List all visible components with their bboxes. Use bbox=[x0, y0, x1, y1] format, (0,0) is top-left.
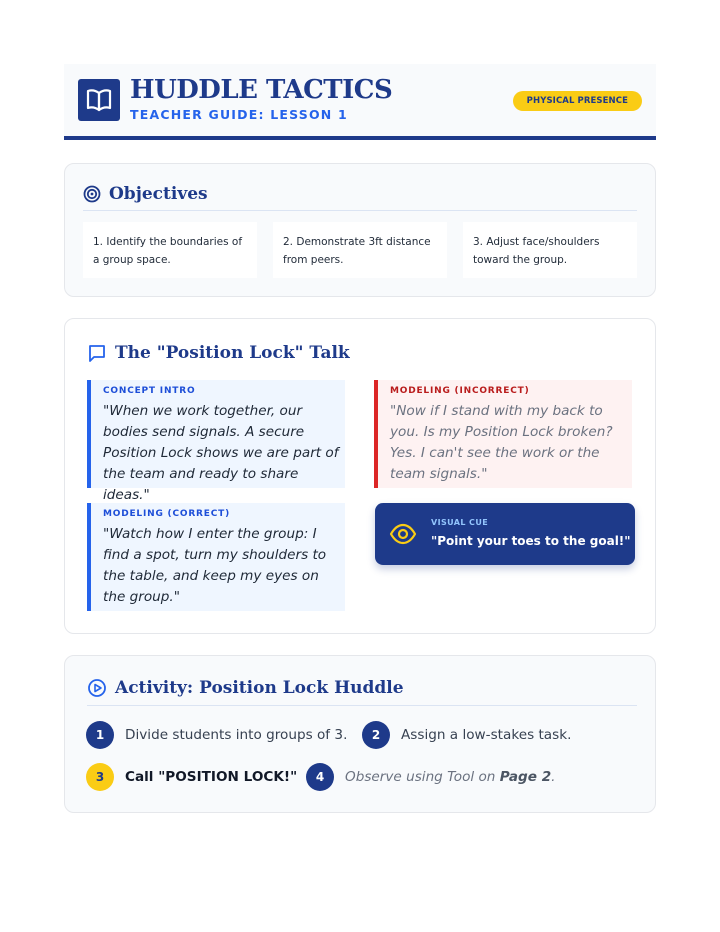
activity-title: Activity: Position Lock Huddle bbox=[115, 678, 404, 698]
talk-heading bbox=[87, 343, 350, 363]
speech-bubble-icon bbox=[87, 343, 107, 363]
page-subtitle: TEACHER GUIDE: LESSON 1 bbox=[130, 107, 348, 122]
modeling-correct-quote bbox=[87, 503, 345, 611]
quote-label: MODELING (INCORRECT) bbox=[390, 386, 530, 396]
activity-step-2 bbox=[362, 721, 571, 749]
quote-text: "When we work together, our bodies send signals. A secure Position Lock shows we are part of the team and ready to share ideas." bbox=[103, 403, 339, 503]
logo bbox=[78, 79, 120, 121]
step-number: 3 bbox=[86, 763, 114, 791]
visual-cue-label: VISUAL CUE bbox=[431, 518, 489, 527]
activity-step-4 bbox=[306, 763, 556, 791]
quote-label: MODELING (CORRECT) bbox=[103, 509, 230, 519]
activity-card bbox=[64, 655, 656, 813]
play-circle-icon bbox=[87, 678, 107, 698]
quote-text: "Now if I stand with my back to you. Is my Position Lock broken? Yes. I can't see the work or the team signals." bbox=[390, 403, 613, 482]
objective-item: 3. Adjust face/shoulders toward the group. bbox=[463, 222, 637, 278]
quote-text: "Watch how I enter the group: I find a spot, turn my shoulders to the table, and keep my eyes on the group." bbox=[103, 526, 327, 605]
talk-title: The "Position Lock" Talk bbox=[115, 343, 350, 363]
step-text-end: . bbox=[551, 769, 556, 785]
step-number: 2 bbox=[362, 721, 390, 749]
step-text: Assign a low-stakes task. bbox=[401, 727, 572, 743]
activity-step-1 bbox=[86, 721, 347, 749]
step-text: Call "POSITION LOCK!" bbox=[125, 769, 298, 785]
activity-heading bbox=[87, 678, 404, 698]
divider bbox=[87, 705, 637, 706]
objective-item: 2. Demonstrate 3ft distance from peers. bbox=[273, 222, 447, 278]
page-header bbox=[64, 64, 656, 140]
step-text-lead: Observe using Tool on bbox=[345, 769, 500, 785]
quote-label: CONCEPT INTRO bbox=[103, 386, 196, 396]
target-icon bbox=[83, 185, 101, 203]
objectives-title: Objectives bbox=[109, 184, 208, 204]
visual-cue-text: "Point your toes to the goal!" bbox=[431, 534, 631, 548]
visual-cue-callout bbox=[375, 503, 635, 565]
objective-item: 1. Identify the boundaries of a group space. bbox=[83, 222, 257, 278]
book-open-icon bbox=[85, 87, 113, 113]
concept-intro-quote bbox=[87, 380, 345, 503]
page-title: HUDDLE TACTICS bbox=[130, 75, 393, 105]
divider bbox=[83, 210, 637, 211]
step-text bbox=[345, 769, 556, 785]
step-text: Divide students into groups of 3. bbox=[125, 727, 348, 743]
activity-step-3 bbox=[86, 763, 297, 791]
objectives-card bbox=[64, 163, 656, 297]
eye-icon bbox=[389, 522, 417, 546]
step-number: 1 bbox=[86, 721, 114, 749]
page-reference: Page 2 bbox=[499, 769, 552, 785]
talk-card bbox=[64, 318, 656, 634]
modeling-incorrect-quote bbox=[374, 380, 632, 488]
step-number: 4 bbox=[306, 763, 334, 791]
topic-badge: PHYSICAL PRESENCE bbox=[513, 91, 642, 111]
objectives-heading bbox=[83, 184, 208, 204]
